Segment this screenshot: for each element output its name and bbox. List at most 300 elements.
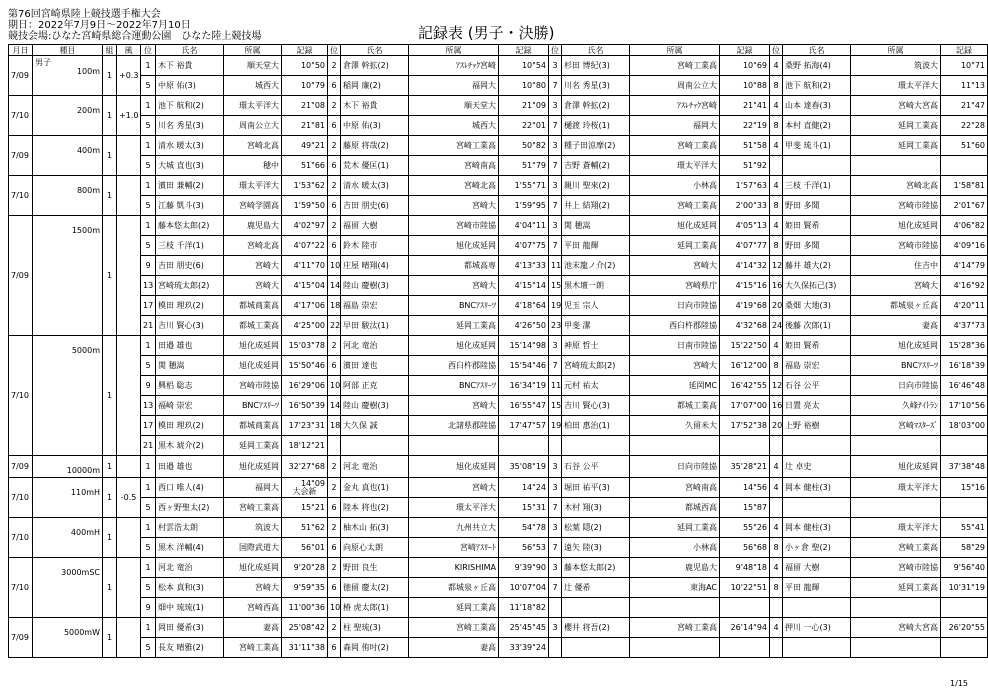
athlete-name <box>341 436 409 456</box>
place: 7 <box>549 236 562 256</box>
affiliation: 西臼杵郡陸協 <box>409 356 499 376</box>
athlete-name: 関 穂嵩 <box>156 356 224 376</box>
athlete-name: 椿 虎太郎(1) <box>341 598 409 618</box>
place: 1 <box>141 518 156 538</box>
wind-reading: -0.5 <box>117 478 141 518</box>
event-name: 110mH <box>70 488 100 497</box>
athlete-name: 河北 竜治 <box>341 456 409 478</box>
affiliation: 鹿児島大 <box>630 558 720 578</box>
affiliation <box>630 598 720 618</box>
table-row <box>9 416 988 436</box>
place: 16 <box>770 276 783 296</box>
place: 2 <box>328 336 341 356</box>
affiliation: BNCｱｽﾘｰﾂ <box>409 376 499 396</box>
athlete-name: 後藤 次郎(1) <box>783 316 851 336</box>
column-header: 月日 <box>9 45 33 56</box>
athlete-name: 松葉 隠(2) <box>562 518 630 538</box>
athlete-name: 大城 直也(3) <box>156 156 224 176</box>
record: 4'14"32 <box>720 256 770 276</box>
affiliation: 宮崎工業高 <box>630 56 720 76</box>
athlete-name: 三枝 千洋(1) <box>783 176 851 196</box>
athlete-name: 吉田 朋史(6) <box>341 196 409 216</box>
record: 4'05"13 <box>720 216 770 236</box>
table-row <box>9 396 988 416</box>
place: 2 <box>328 136 341 156</box>
place: 6 <box>328 638 341 658</box>
affiliation: 宮崎大 <box>409 276 499 296</box>
athlete-name: 野田 良生 <box>341 558 409 578</box>
record: 50"82 <box>499 136 549 156</box>
table-row <box>9 316 988 336</box>
record: 18'03"00 <box>941 416 988 436</box>
place: 3 <box>549 96 562 116</box>
athlete-name: 阿部 正克 <box>341 376 409 396</box>
affiliation: 旭化成延岡 <box>409 336 499 356</box>
affiliation: 城西大 <box>409 116 499 136</box>
athlete-name: 池下 航和(2) <box>156 96 224 116</box>
affiliation: 宮崎大 <box>224 578 282 598</box>
place <box>770 638 783 658</box>
athlete-name: 中原 佑(3) <box>156 76 224 96</box>
record: 17'47"57 <box>499 416 549 436</box>
place: 13 <box>141 276 156 296</box>
meet-header <box>8 9 261 42</box>
affiliation: KIRISHIMA <box>409 558 499 578</box>
table-row <box>9 56 988 76</box>
wind-reading: +0.3 <box>117 56 141 96</box>
place: 8 <box>770 76 783 96</box>
event-date: 7/09 <box>9 216 33 336</box>
table-row <box>9 356 988 376</box>
place: 1 <box>141 136 156 156</box>
record: 4'15"04 <box>282 276 328 296</box>
place: 4 <box>770 618 783 638</box>
affiliation: 宮崎南高 <box>630 478 720 498</box>
athlete-name: 松本 真和(3) <box>156 578 224 598</box>
place <box>549 638 562 658</box>
athlete-name: 櫻井 将吾(2) <box>562 618 630 638</box>
record: 51"62 <box>282 518 328 538</box>
place: 3 <box>549 456 562 478</box>
place: 3 <box>549 336 562 356</box>
place: 6 <box>328 156 341 176</box>
place: 4 <box>770 96 783 116</box>
column-header: 位 <box>328 45 341 56</box>
record: 15"31 <box>499 498 549 518</box>
place: 21 <box>141 436 156 456</box>
affiliation: 都城工業高 <box>630 396 720 416</box>
record: 31'11"38 <box>282 638 328 658</box>
place: 8 <box>770 538 783 558</box>
affiliation: 旭化成延岡 <box>224 336 282 356</box>
affiliation: 宮崎工業高 <box>409 136 499 156</box>
heat-number: 1 <box>103 176 117 216</box>
athlete-name: 池下 航和(2) <box>783 76 851 96</box>
affiliation: 環太平洋大 <box>409 498 499 518</box>
athlete-name: 江藤 凱斗(3) <box>156 196 224 216</box>
place: 6 <box>328 538 341 558</box>
column-header: 記録 <box>720 45 770 56</box>
place: 20 <box>770 296 783 316</box>
record <box>720 436 770 456</box>
place: 3 <box>549 518 562 538</box>
affiliation: 宮崎市陸協 <box>851 558 941 578</box>
wind-reading <box>117 336 141 456</box>
affiliation: 小林高 <box>630 538 720 558</box>
affiliation: 延岡工業高 <box>851 136 941 156</box>
event-cell <box>33 478 103 518</box>
affiliation: 宮崎市陸協 <box>409 216 499 236</box>
record: 16'29"06 <box>282 376 328 396</box>
place: 4 <box>770 56 783 76</box>
column-header: 氏名 <box>156 45 224 56</box>
athlete-name: 庄屋 晴翔(4) <box>341 256 409 276</box>
place: 2 <box>328 176 341 196</box>
event-name: 5000mW <box>63 628 100 637</box>
affiliation: 順天堂大 <box>409 96 499 116</box>
record: 49"21 <box>282 136 328 156</box>
athlete-name <box>783 598 851 618</box>
place: 3 <box>549 216 562 236</box>
event-name: 5000m <box>71 346 100 355</box>
affiliation <box>851 498 941 518</box>
record: 1'53"62 <box>282 176 328 196</box>
affiliation: 延岡工業高 <box>851 116 941 136</box>
place: 4 <box>770 456 783 478</box>
athlete-name: 吉川 賢心(3) <box>562 396 630 416</box>
place: 5 <box>141 236 156 256</box>
table-row <box>9 456 988 478</box>
record: 4'25"00 <box>282 316 328 336</box>
table-row <box>9 136 988 156</box>
affiliation: 日向市陸協 <box>630 296 720 316</box>
affiliation <box>409 436 499 456</box>
record <box>941 498 988 518</box>
affiliation <box>630 436 720 456</box>
record: 1'58"81 <box>941 176 988 196</box>
athlete-name: 濱田 達也 <box>341 356 409 376</box>
table-row <box>9 478 988 498</box>
place: 4 <box>770 336 783 356</box>
place: 4 <box>770 176 783 196</box>
wind-reading <box>117 618 141 658</box>
athlete-name: 陸山 慶樹(3) <box>341 396 409 416</box>
athlete-name: 遠矢 陸(3) <box>562 538 630 558</box>
place: 22 <box>328 316 341 336</box>
athlete-name: 山本 達春(3) <box>783 96 851 116</box>
record: 4'17"06 <box>282 296 328 316</box>
athlete-name: 石谷 公平 <box>562 456 630 478</box>
affiliation: 宮崎大 <box>851 276 941 296</box>
athlete-name: 向原心太朗 <box>341 538 409 558</box>
place: 7 <box>549 538 562 558</box>
affiliation: 国際武道大 <box>224 538 282 558</box>
athlete-name: 柚木山 拓(3) <box>341 518 409 538</box>
place: 24 <box>770 316 783 336</box>
place: 2 <box>328 478 341 498</box>
affiliation: 延岡工業高 <box>224 436 282 456</box>
affiliation: 福岡大 <box>630 116 720 136</box>
athlete-name: 杉田 博紀(3) <box>562 56 630 76</box>
record: 4'32"68 <box>720 316 770 336</box>
athlete-name <box>562 436 630 456</box>
place: 2 <box>328 216 341 236</box>
athlete-name: 井上 結翔(2) <box>562 196 630 216</box>
athlete-name: 畑中 琉琉(1) <box>156 598 224 618</box>
place: 9 <box>141 376 156 396</box>
athlete-name: 宮崎琉太郎(2) <box>562 356 630 376</box>
affiliation: 宮崎大 <box>409 478 499 498</box>
column-header: 所属 <box>409 45 499 56</box>
place: 5 <box>141 76 156 96</box>
athlete-name: 甲斐 琉斗(1) <box>783 136 851 156</box>
affiliation: 周南公立大 <box>630 76 720 96</box>
place <box>549 598 562 618</box>
affiliation: 宮崎工業高 <box>630 196 720 216</box>
athlete-name: 柏田 惠治(1) <box>562 416 630 436</box>
affiliation: 環太平洋大 <box>224 96 282 116</box>
affiliation: ｱｽﾚﾁｯｸ宮崎 <box>409 56 499 76</box>
place: 2 <box>328 96 341 116</box>
athlete-name: 田邉 雄也 <box>156 336 224 356</box>
column-header: 風 <box>117 45 141 56</box>
affiliation: 宮崎西高 <box>224 598 282 618</box>
place: 10 <box>328 376 341 396</box>
affiliation: 旭化成延岡 <box>851 216 941 236</box>
place: 5 <box>141 578 156 598</box>
affiliation: 宮崎ｱｽﾘｰﾄ <box>409 538 499 558</box>
record: 15'03"78 <box>282 336 328 356</box>
record: 4'16"92 <box>941 276 988 296</box>
place: 18 <box>328 296 341 316</box>
record: 51"79 <box>499 156 549 176</box>
place: 5 <box>141 196 156 216</box>
place: 1 <box>141 478 156 498</box>
place: 7 <box>549 498 562 518</box>
athlete-name: 甲斐 潔 <box>562 316 630 336</box>
athlete-name: 池末龍ノ介(2) <box>562 256 630 276</box>
place: 15 <box>549 396 562 416</box>
record: 15'50"46 <box>282 356 328 376</box>
place <box>770 436 783 456</box>
athlete-name: 河北 竜治 <box>341 336 409 356</box>
affiliation <box>851 156 941 176</box>
place: 6 <box>328 578 341 598</box>
affiliation: 周南公立大 <box>224 116 282 136</box>
table-row <box>9 638 988 658</box>
record: 9'48"18 <box>720 558 770 578</box>
place: 6 <box>328 236 341 256</box>
athlete-name: 西ヶ野聖太(2) <box>156 498 224 518</box>
athlete-name <box>783 638 851 658</box>
athlete-name: 中原 佑(3) <box>341 116 409 136</box>
record: 11'00"36 <box>282 598 328 618</box>
place: 6 <box>328 76 341 96</box>
event-name: 1500m <box>71 226 100 235</box>
column-header: 氏名 <box>562 45 630 56</box>
athlete-name: 清水 暖太(3) <box>341 176 409 196</box>
record: 22"01 <box>499 116 549 136</box>
place: 8 <box>770 356 783 376</box>
place: 3 <box>549 478 562 498</box>
column-header: 位 <box>770 45 783 56</box>
place: 23 <box>549 316 562 336</box>
affiliation: 順天堂大 <box>224 56 282 76</box>
record: 21"47 <box>941 96 988 116</box>
affiliation: 宮崎南高 <box>409 156 499 176</box>
place: 7 <box>549 196 562 216</box>
event-name: 3000mSC <box>61 568 100 577</box>
affiliation: 環太平洋大 <box>851 518 941 538</box>
record: 4'06"82 <box>941 216 988 236</box>
table-row <box>9 598 988 618</box>
affiliation: ｱｽﾚﾁｯｸ宮崎 <box>630 96 720 116</box>
record <box>720 598 770 618</box>
place <box>770 598 783 618</box>
table-row <box>9 196 988 216</box>
place <box>770 156 783 176</box>
athlete-name: 藤原 将哉(2) <box>341 136 409 156</box>
affiliation: 小林高 <box>630 176 720 196</box>
athlete-name: 元村 祐太 <box>562 376 630 396</box>
athlete-name: 吉田 朋史(6) <box>156 256 224 276</box>
affiliation: 福岡大 <box>409 76 499 96</box>
record: 58"29 <box>941 538 988 558</box>
affiliation: 旭化成延岡 <box>630 216 720 236</box>
athlete-name: 小ヶ倉 聖(2) <box>783 538 851 558</box>
place <box>328 436 341 456</box>
place: 1 <box>141 96 156 116</box>
affiliation: 宮崎工業高 <box>224 638 282 658</box>
affiliation: 宮崎大宮高 <box>851 618 941 638</box>
affiliation: 日南市陸協 <box>630 336 720 356</box>
table-row <box>9 376 988 396</box>
affiliation: 妻高 <box>851 316 941 336</box>
athlete-name: 木下 裕貴 <box>341 96 409 116</box>
record: 56"53 <box>499 538 549 558</box>
athlete-name: 黒木 琥介(2) <box>156 436 224 456</box>
record: 15'22"50 <box>720 336 770 356</box>
record <box>499 436 549 456</box>
athlete-name: 大久保 誠 <box>341 416 409 436</box>
athlete-name: 関 穂嵩 <box>562 216 630 236</box>
athlete-name: 平田 龍輝 <box>562 236 630 256</box>
record: 15'14"98 <box>499 336 549 356</box>
affiliation: 北諸県郡陸協 <box>409 416 499 436</box>
table-row <box>9 216 988 236</box>
place: 14 <box>328 276 341 296</box>
record: 51"92 <box>720 156 770 176</box>
athlete-name: 藤本悠太郎(2) <box>156 216 224 236</box>
affiliation: 九州共立大 <box>409 518 499 538</box>
place <box>770 498 783 518</box>
athlete-name: 桑畑 大地(3) <box>783 296 851 316</box>
record: 25'08"42 <box>282 618 328 638</box>
event-name: 10000m <box>66 466 100 475</box>
athlete-name: 柱 聖琉(3) <box>341 618 409 638</box>
place: 16 <box>770 396 783 416</box>
affiliation: 宮崎大 <box>630 356 720 376</box>
athlete-name: 森岡 侑吋(2) <box>341 638 409 658</box>
affiliation: 旭化成延岡 <box>409 236 499 256</box>
affiliation: BNCｱｽﾘｰﾂ <box>851 356 941 376</box>
affiliation: 福岡大 <box>224 478 282 498</box>
place: 13 <box>141 396 156 416</box>
affiliation: 宮崎県庁 <box>630 276 720 296</box>
affiliation: 筑波大 <box>851 56 941 76</box>
record: 4'07"75 <box>499 236 549 256</box>
record: 10'31"19 <box>941 578 988 598</box>
place: 2 <box>328 518 341 538</box>
event-cell <box>33 558 103 618</box>
wind-reading <box>117 216 141 336</box>
record: 55"26 <box>720 518 770 538</box>
record: 10'22"51 <box>720 578 770 598</box>
affiliation: 妻高 <box>224 618 282 638</box>
athlete-name: 鈴木 陸市 <box>341 236 409 256</box>
record: 17'23"31 <box>282 416 328 436</box>
record: 26'14"94 <box>720 618 770 638</box>
affiliation: 旭化成延岡 <box>409 456 499 478</box>
place: 10 <box>328 598 341 618</box>
record: 37'38"48 <box>941 456 988 478</box>
heat-number: 1 <box>103 136 117 176</box>
event-date: 7/10 <box>9 336 33 456</box>
place: 9 <box>141 598 156 618</box>
record: 4'15"14 <box>499 276 549 296</box>
place: 8 <box>770 236 783 256</box>
place: 3 <box>549 176 562 196</box>
column-header: 位 <box>141 45 156 56</box>
table-row <box>9 618 988 638</box>
affiliation: 宮崎市陸協 <box>224 376 282 396</box>
record: 21"81 <box>282 116 328 136</box>
table-row <box>9 176 988 196</box>
record: 14"24 <box>499 478 549 498</box>
heat-number: 1 <box>103 56 117 96</box>
affiliation: 穂中 <box>224 156 282 176</box>
column-header: 所属 <box>630 45 720 56</box>
record: 10"79 <box>282 76 328 96</box>
place: 6 <box>328 498 341 518</box>
record: 4'13"33 <box>499 256 549 276</box>
athlete-name: 金丸 真也(1) <box>341 478 409 498</box>
place: 7 <box>549 156 562 176</box>
event-cell <box>33 618 103 658</box>
place: 19 <box>549 296 562 316</box>
record: 4'19"68 <box>720 296 770 316</box>
place: 18 <box>328 416 341 436</box>
record: 55"41 <box>941 518 988 538</box>
event-date: 7/09 <box>9 618 33 658</box>
place: 4 <box>770 478 783 498</box>
athlete-name: 岡田 優希(3) <box>156 618 224 638</box>
affiliation: 宮崎北高 <box>224 236 282 256</box>
record: 1'59"95 <box>499 196 549 216</box>
place: 6 <box>328 196 341 216</box>
affiliation: 旭化成延岡 <box>224 558 282 578</box>
athlete-name: 石谷 公平 <box>783 376 851 396</box>
place: 11 <box>549 376 562 396</box>
place: 7 <box>549 578 562 598</box>
affiliation: 宮崎ﾏｽﾀｰｽﾞ <box>851 416 941 436</box>
record <box>941 436 988 456</box>
column-header: 種目 <box>33 45 103 56</box>
place: 1 <box>141 558 156 578</box>
record: 25'45"45 <box>499 618 549 638</box>
record: 51"66 <box>282 156 328 176</box>
athlete-name: 上野 裕樹 <box>783 416 851 436</box>
